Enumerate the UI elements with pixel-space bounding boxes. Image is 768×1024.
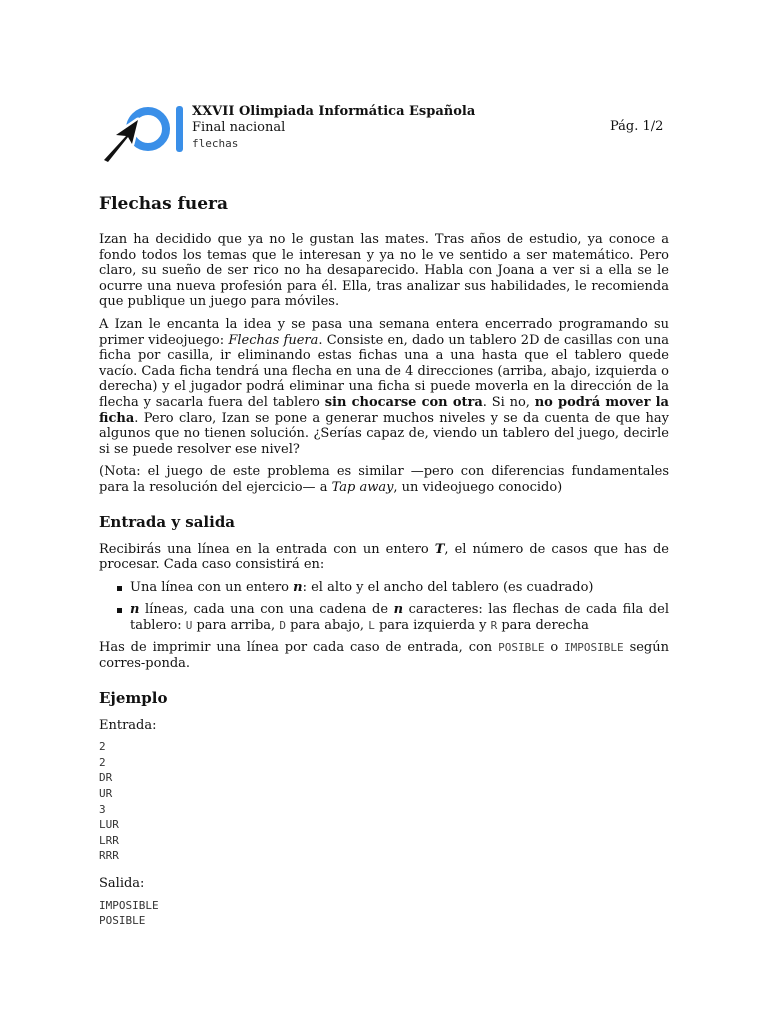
text-span: , un videojuego conocido): [393, 479, 563, 495]
emphasis-no-collision: sin chocarse con otra: [324, 394, 483, 410]
output-line: POSIBLE: [99, 914, 146, 928]
list-item: [99, 602, 669, 633]
input-line: 2: [99, 740, 106, 754]
io-paragraph-1: [99, 542, 669, 573]
code-l: L: [368, 618, 375, 632]
output-line: IMPOSIBLE: [99, 898, 159, 912]
text-span: (Nota: el juego de este problema es similar —pero con diferencias fundamentales para la resolución del ejercicio— a: [99, 464, 669, 495]
text-span: . Pero claro, Izan se pone a generar muchos niveles y se da cuenta de que hay algunos que no tienen solución. ¿Serías capaz de, viendo un tablero del juego, decirle si se puede resolver ese nivel?: [99, 410, 669, 457]
variable-n: n: [130, 602, 140, 618]
variable-n: n: [393, 602, 404, 618]
input-line: DR: [99, 771, 113, 785]
game-name: Flechas fuera: [228, 332, 319, 348]
text-span: según corres-ponda.: [99, 640, 669, 672]
text-span: para abajo,: [285, 617, 369, 633]
stage-subtitle: Final nacional: [192, 120, 286, 135]
example-output: [99, 898, 669, 929]
text-span: caracteres: las flechas de cada fila del tablero:: [130, 602, 669, 633]
input-line: UR: [99, 787, 113, 801]
page-number: Pág. 1/2: [610, 119, 664, 134]
code-imposible: IMPOSIBLE: [564, 641, 624, 655]
text-span: . Consiste en, dado un tablero 2D de casillas con una ficha por casilla, ir eliminando estas fichas una a una hasta que el tablero quede vacío. Cada ficha tendrá una flecha en una de 4 direcciones (arriba, abajo, izquierda o derecha) y el jugador podrá eliminar una ficha si puede moverla en la dirección de la flecha y sacarla fuera del tablero: [99, 332, 670, 410]
code-u: U: [185, 618, 193, 632]
output-label: Salida:: [99, 876, 145, 891]
list-item: [99, 580, 669, 596]
text-span: para arriba,: [192, 617, 280, 633]
problem-code: flechas: [192, 137, 239, 150]
input-line: RRR: [99, 849, 119, 863]
variable-t: T: [434, 541, 445, 557]
reference-game-name: Tap away: [331, 479, 394, 495]
code-d: D: [279, 618, 286, 632]
example-heading: Ejemplo: [99, 688, 168, 707]
input-line: LRR: [99, 833, 119, 847]
variable-n: n: [293, 579, 303, 595]
input-line: 2: [99, 755, 106, 769]
problem-title: Flechas fuera: [99, 194, 229, 214]
input-label: Entrada:: [99, 717, 157, 733]
oie-logo-icon: [100, 102, 190, 164]
bullet-icon: [117, 608, 122, 613]
text-span: Una línea con un entero: [130, 579, 294, 595]
intro-paragraph-1: Izan ha decidido que ya no le gustan las mates. Tras años de estudio, ya conoce a fondo todos los temas que le interesan y ya no le ve sentido a ser matemático. Pero claro, su sueño de ser rico no ha desaparecido. Habla con Joana a ver si a ella se le ocurre una nueva profesión para él. Ella, tras analizar sus habilidades, le recomienda que publique un juego para móviles.: [99, 232, 669, 310]
header-text: [192, 104, 475, 152]
text-span: , el número de casos que has de procesar. Cada caso consistirá en:: [99, 541, 669, 573]
input-line: 3: [99, 802, 106, 816]
text-span: : el alto y el ancho del tablero (es cuadrado): [302, 579, 594, 595]
text-span: . Si no,: [482, 394, 535, 410]
code-r: R: [490, 618, 498, 632]
text-span: Recibirás una línea en la entrada con un entero: [99, 541, 435, 557]
text-span: líneas, cada una con una cadena de: [139, 602, 394, 618]
bullet-icon: [117, 586, 122, 591]
io-heading: Entrada y salida: [99, 512, 236, 531]
code-posible: POSIBLE: [498, 641, 545, 655]
example-input: [99, 739, 669, 864]
text-span: para izquierda y: [374, 617, 491, 633]
page-header: [0, 0, 768, 170]
problem-statement: [99, 192, 669, 941]
olympiad-title: XXVII Olimpiada Informática Española: [192, 104, 476, 119]
text-span: para derecha: [497, 617, 589, 633]
text-span: A Izan le encanta la idea y se pasa una semana entera encerrado programando su primer videojuego:: [99, 316, 669, 348]
note-paragraph: [99, 464, 669, 495]
case-format-list: [99, 580, 669, 634]
emphasis-cannot-move: no podrá mover la ficha: [99, 394, 669, 426]
intro-paragraph-2: [99, 317, 669, 457]
io-paragraph-2: [99, 640, 669, 671]
input-line: LUR: [99, 818, 119, 832]
text-span: Has de imprimir una línea por cada caso de entrada, con: [99, 640, 499, 656]
text-span: o: [544, 640, 565, 656]
